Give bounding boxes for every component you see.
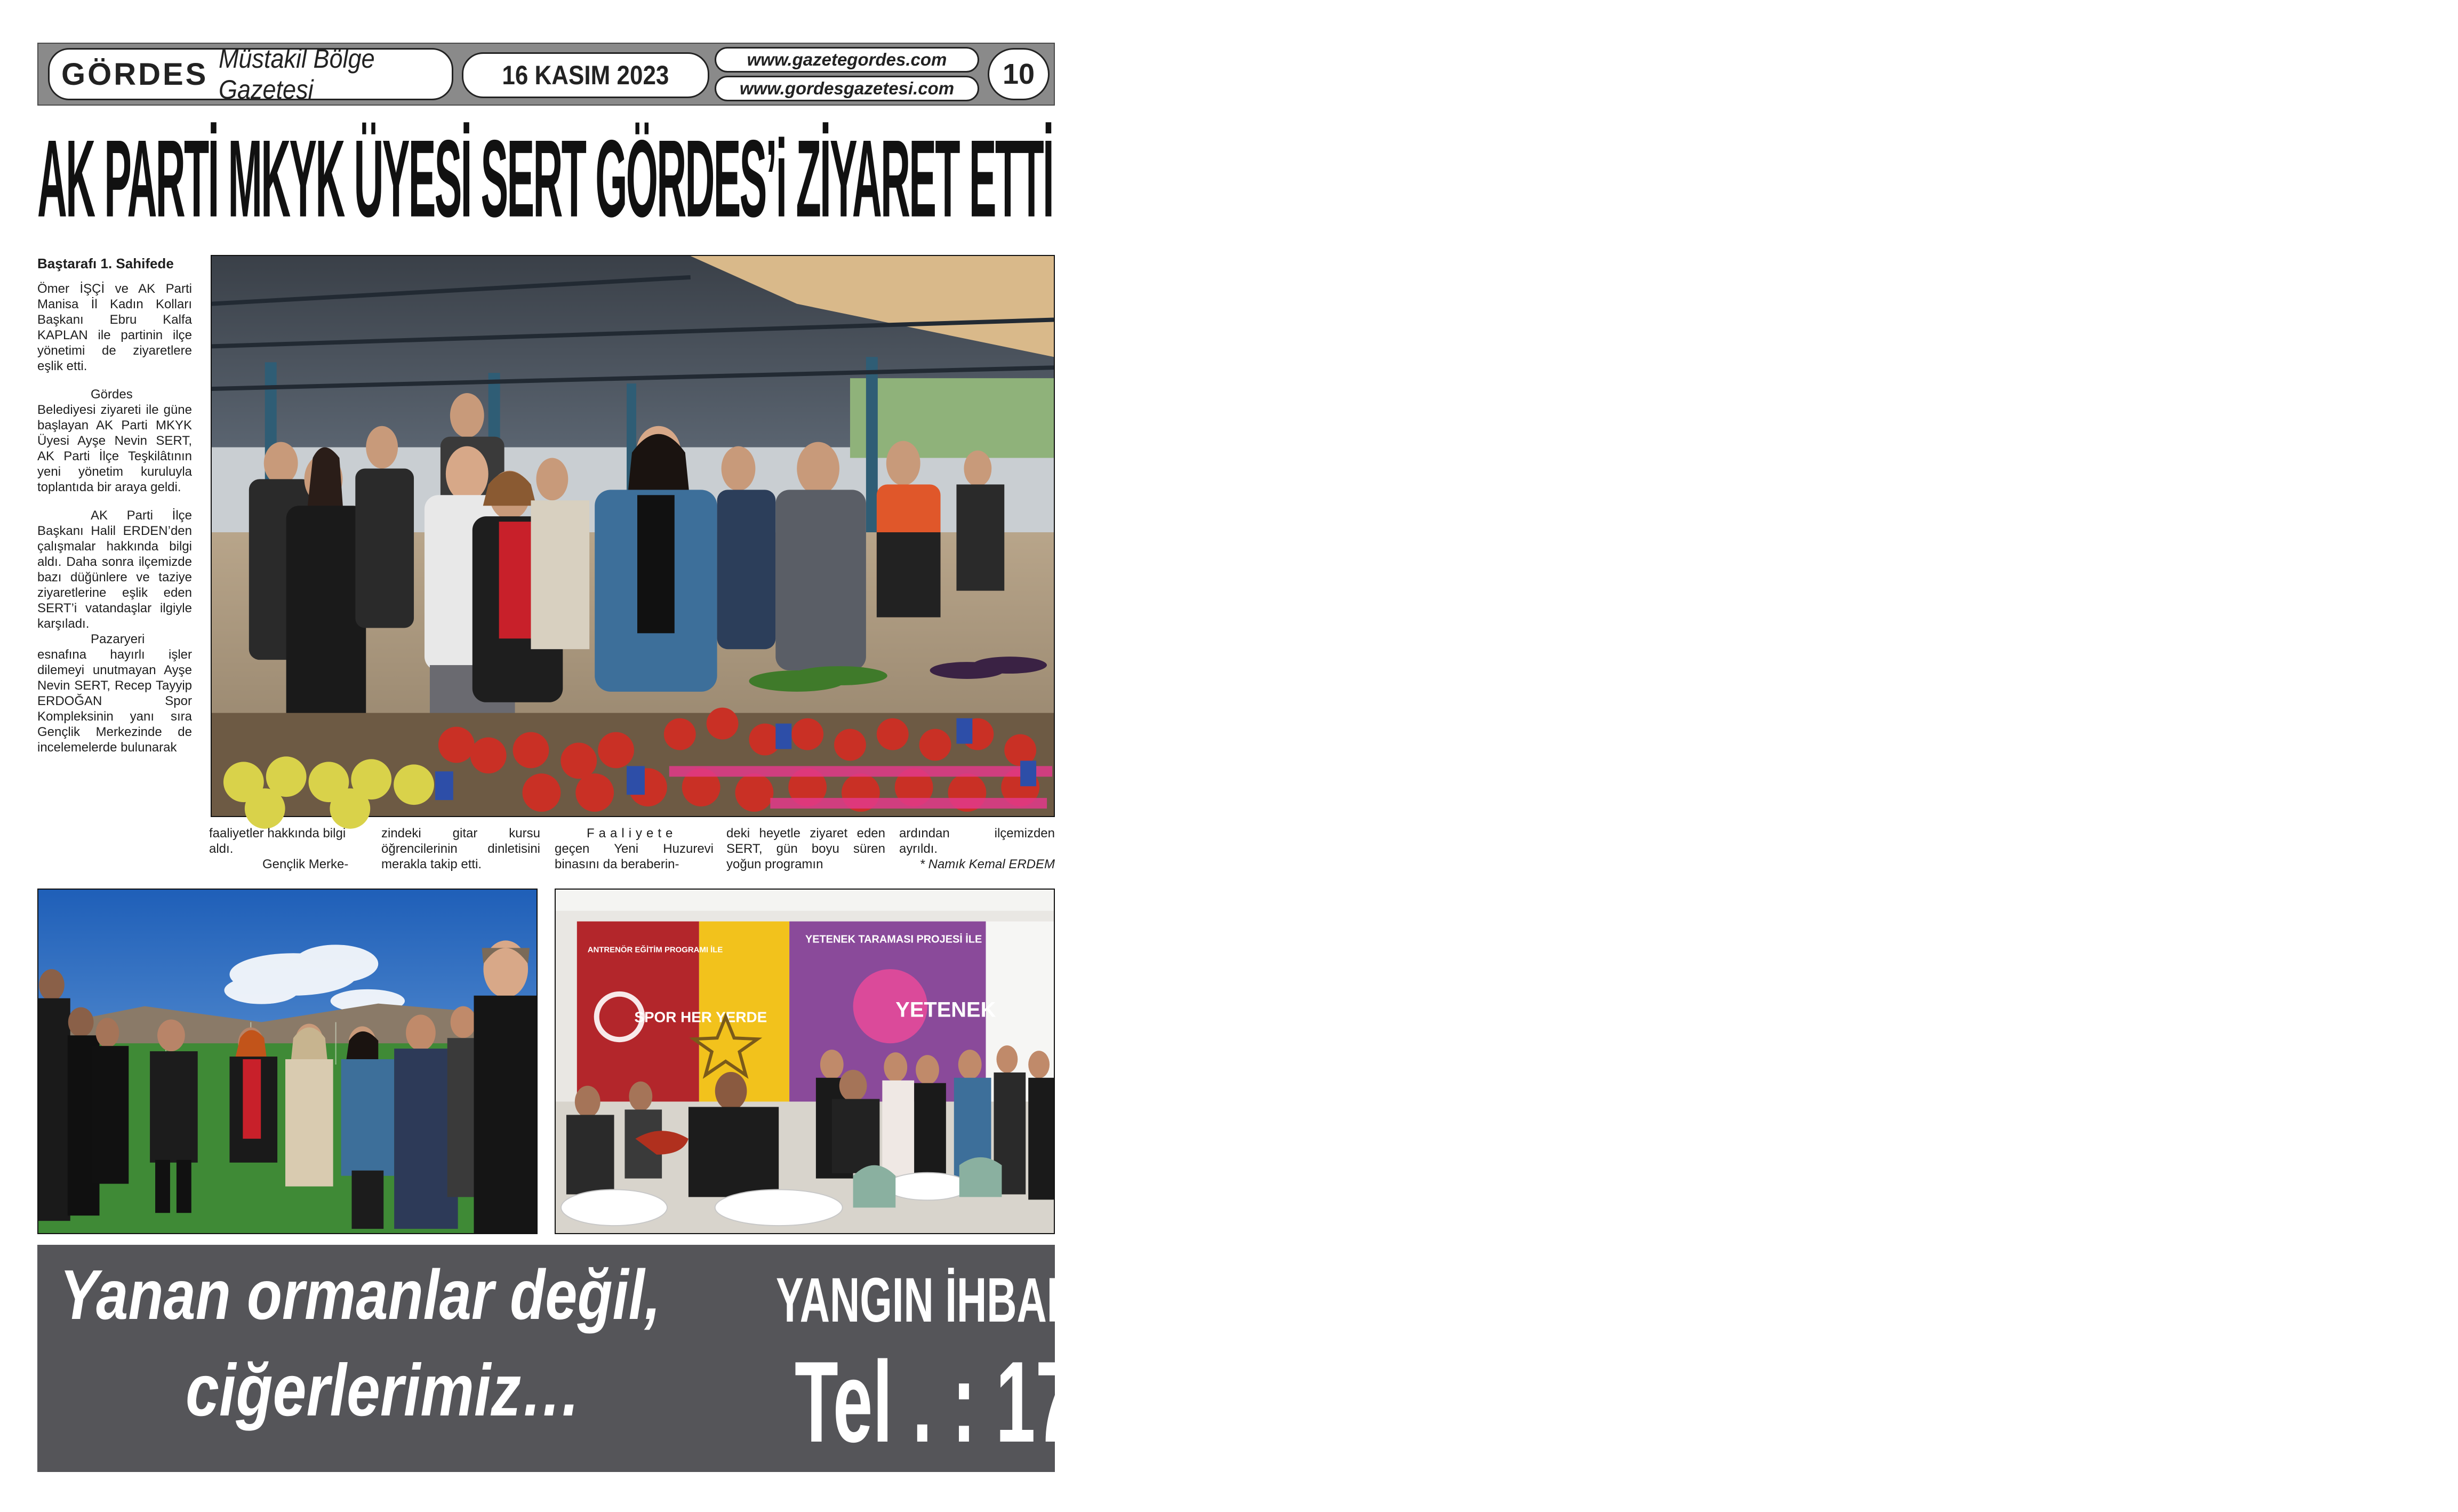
author-signature: * Namık Kemal ERDEM bbox=[919, 857, 1055, 871]
article-column-5 bbox=[899, 826, 1055, 872]
sports-complex-photo bbox=[37, 889, 538, 1234]
website-link-2[interactable]: www.gordesgazetesi.com bbox=[739, 78, 955, 98]
market-visit-illustration bbox=[212, 256, 1054, 816]
continued-from-label: Baştarafı 1. Sahifede bbox=[37, 255, 174, 271]
column-1-paragraph-1: faaliyetler hakkında bilgi aldı. bbox=[209, 826, 346, 856]
hotline-number: Tel . : 177 bbox=[795, 1337, 1115, 1466]
issue-date: 16 KASIM 2023 bbox=[502, 60, 669, 90]
website-pill-1[interactable] bbox=[715, 47, 979, 73]
column-3-paragraph-2: geçen Yeni Huzurevi binasını da beraberin- bbox=[555, 842, 714, 871]
fire-hotline-banner bbox=[37, 1245, 1115, 1472]
masthead bbox=[37, 43, 1055, 106]
page-number-pill bbox=[988, 48, 1050, 100]
column-1-paragraph-2: Gençlik Merke- bbox=[262, 857, 349, 871]
article-column-3 bbox=[555, 826, 714, 872]
slogan-line-1: Yanan ormanlar değil, bbox=[60, 1255, 661, 1334]
article-paragraph-1: Ömer İŞÇİ ve AK Parti Manisa İl Kadın Kolları Başkanı Ebru Kalfa KAPLAN ile partinin ilçe yönetimi de ziyaretlere eşlik etti. bbox=[37, 282, 192, 373]
newspaper-name: GÖRDES bbox=[61, 57, 209, 92]
headline-container bbox=[37, 113, 1055, 240]
article-left-column bbox=[37, 256, 192, 768]
youth-center-photo bbox=[555, 889, 1055, 1234]
hotline-title: YANGIN İHBAR bbox=[776, 1265, 1077, 1335]
date-pill bbox=[462, 52, 709, 98]
wall-text-right: YETENEK TARAMASI PROJESİ İLE bbox=[805, 933, 982, 946]
poster-text-right: YETENEK bbox=[895, 998, 996, 1022]
article-paragraph-2: Gördes Belediyesi ziyareti ile güne başlayan AK Parti MKYK Üyesi Ayşe Nevin SERT, AK Parti İlçe Teşkilâtının yeni yönetim kuruluyla toplantıda bir araya geldi. bbox=[37, 387, 192, 494]
page-number: 10 bbox=[1002, 58, 1035, 90]
wall-text-left: ANTRENÖR EĞİTİM PROGRAMI İLE bbox=[587, 945, 723, 955]
column-4-paragraph: deki heyetle ziyaret eden SERT, gün boyu süren yoğun programın bbox=[726, 826, 885, 871]
article-paragraph-4: Pazaryeri esnafına hayırlı işler dilemeyi unutmayan Ayşe Nevin SERT, Recep Tayyip ERDOĞAN Spor Kompleksinin yanı sıra Gençlik Merkezinde de incelemelerde bulunarak bbox=[37, 632, 192, 755]
market-visit-photo bbox=[211, 255, 1055, 817]
article-column-1 bbox=[209, 826, 368, 872]
website-link-1[interactable]: www.gazetegordes.com bbox=[747, 50, 947, 69]
sports-complex-illustration bbox=[38, 890, 537, 1233]
newspaper-subtitle: Müstakil Bölge Gazetesi bbox=[219, 44, 375, 105]
column-3-paragraph-1: Faaliyete bbox=[587, 826, 677, 841]
brand-pill bbox=[48, 44, 453, 105]
column-5-paragraph: ardından ilçemizden ayrıldı. bbox=[899, 826, 1055, 856]
youth-center-illustration bbox=[556, 890, 1054, 1233]
article-column-4 bbox=[726, 826, 885, 872]
column-2-paragraph: zindeki gitar kursu öğrencilerinin dinletisini merakla takip etti. bbox=[381, 826, 540, 871]
article-column-2 bbox=[381, 826, 540, 872]
slogan-line-2: ciğerlerimiz… bbox=[186, 1349, 582, 1431]
poster-text-left: SPOR HER YERDE bbox=[634, 1009, 767, 1026]
article-paragraph-3: AK Parti İlçe Başkanı Halil ERDEN’den çalışmalar hakkında bilgi aldı. Daha sonra ilçemizde bazı düğünlere ve taziye ziyaretlerine eşlik eden SERT’i vatandaşlar ilgiyle karşıladı. bbox=[37, 508, 192, 631]
headline: AK PARTİ MKYK ÜYESİ SERT GÖRDES’i ZİYARET ETTİ bbox=[37, 116, 1053, 240]
website-pill-2[interactable] bbox=[715, 76, 979, 101]
